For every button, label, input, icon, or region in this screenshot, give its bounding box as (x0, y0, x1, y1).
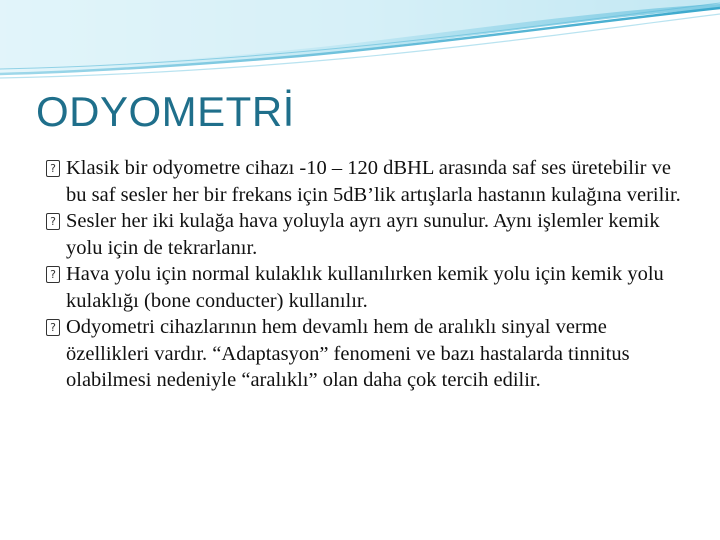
bullet-item (46, 314, 686, 394)
missing-glyph-icon: ? (46, 319, 60, 336)
slide-title: ODYOMETRİ (36, 88, 295, 135)
bullet-item (46, 208, 686, 261)
bullet-text: Sesler her iki kulağa hava yoluyla ayrı ayrı sunulur. Aynı işlemler kemik yolu için de tekrarlanır. (66, 210, 660, 259)
bullet-text: Klasik bir odyometre cihazı -10 – 120 dBHL arasında saf ses üretebilir ve bu saf sesler her bir frekans için 5dB’lik artışlarla hastanın kulağına verilir. (66, 157, 681, 206)
bullet-text: Odyometri cihazlarının hem devamlı hem de aralıklı sinyal verme özellikleri vardır. “Adaptasyon” fenomeni ve bazı hastalarda tinnitus olabilmesi nedeniyle “aralıklı” olan daha çok tercih edilir. (66, 316, 630, 391)
header-wave-decoration (0, 0, 720, 95)
bullet-item (46, 155, 686, 208)
bullet-text: Hava yolu için normal kulaklık kullanılırken kemik yolu için kemik yolu kulaklığı (bone conducter) kullanılır. (66, 263, 664, 312)
bullet-item (46, 261, 686, 314)
missing-glyph-icon: ? (46, 213, 60, 230)
bullet-list (46, 155, 686, 394)
missing-glyph-icon: ? (46, 160, 60, 177)
missing-glyph-icon: ? (46, 266, 60, 283)
